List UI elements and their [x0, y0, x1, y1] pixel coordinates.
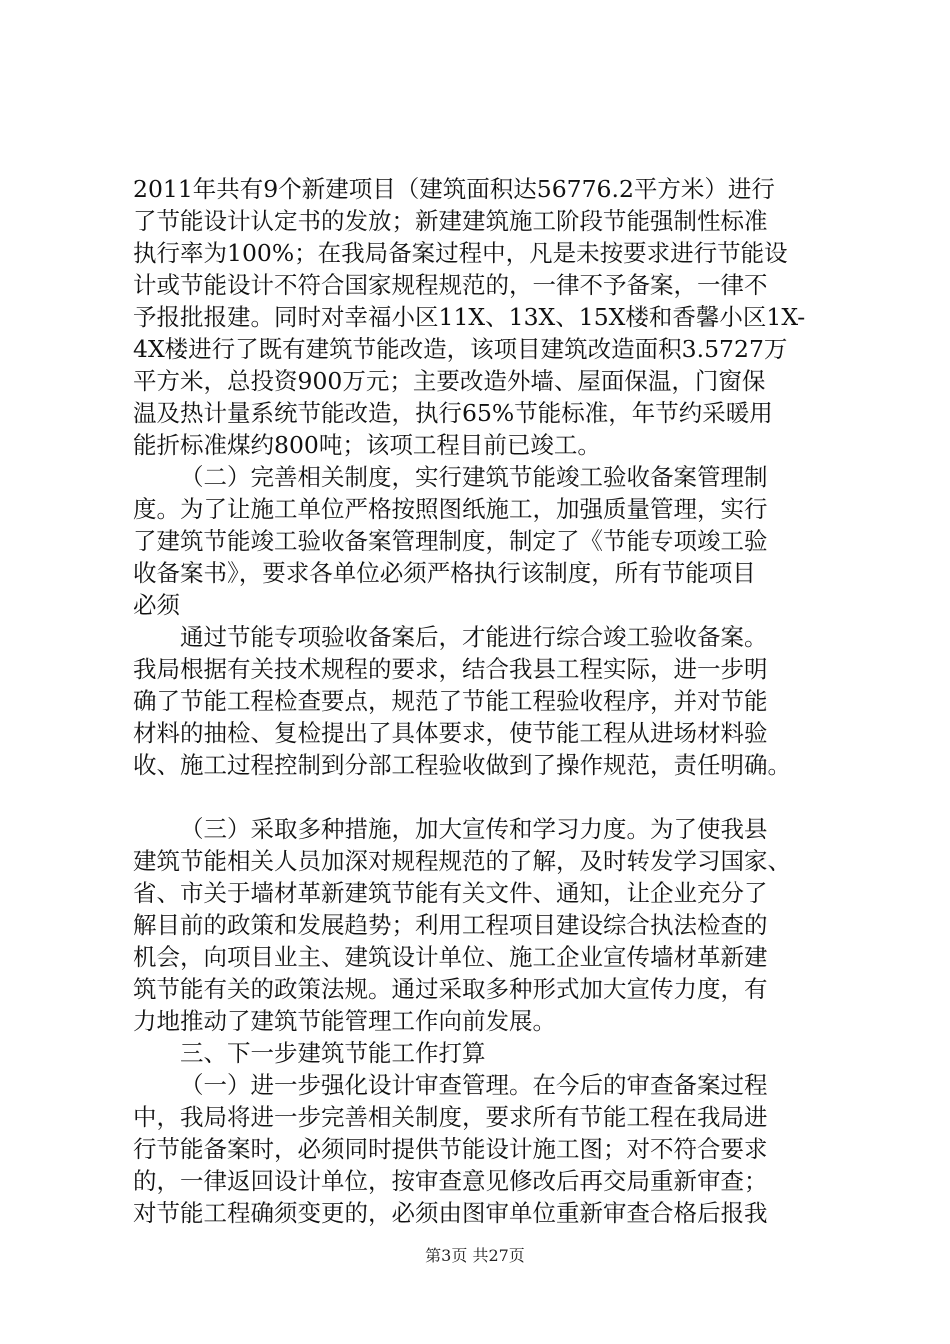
body-text-line: 省、市关于墙材革新建筑节能有关文件、通知，让企业充分了 [133, 879, 768, 907]
body-text-line: 2011年共有9个新建项目（建筑面积达56776.2平方米）进行 [133, 175, 775, 203]
body-text-line: 必须 [133, 591, 180, 619]
body-text-line: 解目前的政策和发展趋势；利用工程项目建设综合执法检查的 [133, 911, 768, 939]
body-text-line: 4X楼进行了既有建筑节能改造，该项目建筑改造面积3.5727万 [133, 335, 788, 363]
paragraph-first-line: 通过节能专项验收备案后，才能进行综合竣工验收备案。 [180, 623, 768, 651]
body-text-line: 中，我局将进一步完善相关制度，要求所有节能工程在我局进 [133, 1103, 768, 1131]
body-text-line: 的，一律返回设计单位，按审查意见修改后再交局重新审查； [133, 1167, 768, 1195]
body-text-line: 收备案书》，要求各单位必须严格执行该制度，所有节能项目 [133, 559, 756, 587]
body-text-line: 建筑节能相关人员加深对规程规范的了解，及时转发学习国家、 [133, 847, 791, 875]
page-number-footer: 第3页 共27页 [425, 1246, 525, 1265]
body-text-line: 度。为了让施工单位严格按照图纸施工，加强质量管理，实行 [133, 495, 768, 523]
body-text-line: 平方米，总投资900万元；主要改造外墙、屋面保温，门窗保 [133, 367, 766, 395]
body-text-line: 对节能工程确须变更的，必须由图审单位重新审查合格后报我 [133, 1199, 768, 1227]
paragraph-first-line: （二）完善相关制度，实行建筑节能竣工验收备案管理制 [180, 463, 768, 491]
body-text-line: 确了节能工程检查要点，规范了节能工程验收程序，并对节能 [133, 687, 768, 715]
paragraph-first-line: （三）采取多种措施，加大宣传和学习力度。为了使我县 [180, 815, 768, 843]
body-text-line: 了建筑节能竣工验收备案管理制度，制定了《节能专项竣工验 [133, 527, 768, 555]
body-text-line: 筑节能有关的政策法规。通过采取多种形式加大宣传力度，有 [133, 975, 768, 1003]
body-text-line: 材料的抽检、复检提出了具体要求，使节能工程从进场材料验 [133, 719, 768, 747]
body-text-line: 温及热计量系统节能改造，执行65%节能标准，年节约采暖用 [133, 399, 773, 427]
body-text-line: 行节能备案时，必须同时提供节能设计施工图；对不符合要求 [133, 1135, 768, 1163]
body-text-line: 执行率为100%；在我局备案过程中，凡是未按要求进行节能设 [133, 239, 788, 267]
body-text-line: 力地推动了建筑节能管理工作向前发展。 [133, 1007, 556, 1035]
body-text-line: 收、施工过程控制到分部工程验收做到了操作规范，责任明确。 [133, 751, 791, 779]
body-text-line: 计或节能设计不符合国家规程规范的，一律不予备案，一律不 [133, 271, 768, 299]
body-text-line: 予报批报建。同时对幸福小区11X、13X、15X楼和香馨小区1X- [133, 303, 806, 331]
body-text-line: 我局根据有关技术规程的要求，结合我县工程实际，进一步明 [133, 655, 768, 683]
body-text-line: 机会，向项目业主、建筑设计单位、施工企业宣传墙材革新建 [133, 943, 768, 971]
body-text-line: 能折标准煤约800吨；该项工程目前已竣工。 [133, 431, 601, 459]
section-heading: 三、下一步建筑节能工作打算 [180, 1039, 486, 1067]
body-text-line: 了节能设计认定书的发放；新建建筑施工阶段节能强制性标准 [133, 207, 768, 235]
paragraph-first-line: （一）进一步强化设计审查管理。在今后的审查备案过程 [180, 1071, 768, 1099]
